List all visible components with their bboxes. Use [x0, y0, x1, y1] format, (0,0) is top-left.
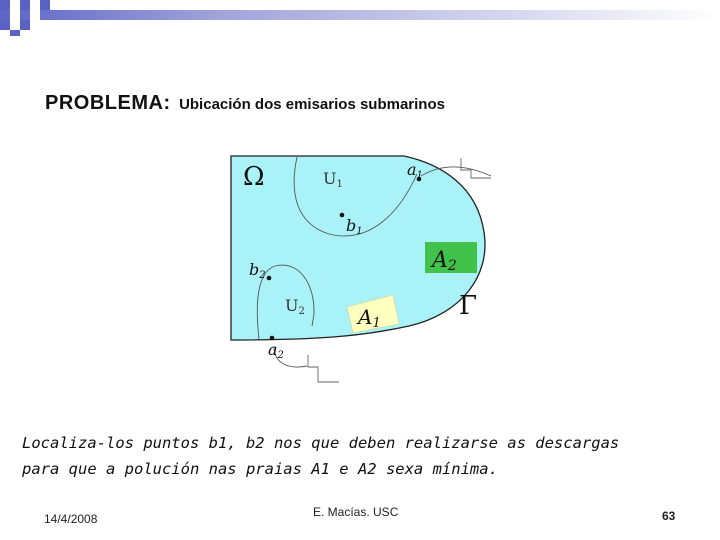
- a2-label: a2: [268, 340, 284, 361]
- u2-label: U2: [285, 296, 305, 317]
- u1-label: U1: [323, 169, 343, 190]
- slide-title: [45, 92, 445, 115]
- statement-line-2: para que a polución nas praias A1 e A2 sexa mínima.: [22, 460, 498, 478]
- title-main: PROBLEMA:: [45, 92, 171, 114]
- footer-date: 14/4/2008: [44, 512, 98, 526]
- gamma-label: Γ: [459, 291, 478, 321]
- b2-label: b2: [249, 260, 266, 281]
- title-sub: Ubicación dos emisarios submarinos: [179, 96, 445, 113]
- coast-diagram: [229, 154, 493, 384]
- omega-label: Ω: [243, 162, 265, 192]
- A2-label: A2: [432, 248, 457, 274]
- header-decoration: [0, 0, 720, 36]
- a1-label: a1: [407, 160, 423, 181]
- coast-diagram-svg: [229, 154, 493, 384]
- A1-label: A1: [358, 305, 381, 331]
- statement-line-1: Localiza-los puntos b1, b2 nos que deben realizarse as descargas: [22, 434, 620, 452]
- point-b2: [267, 276, 272, 281]
- b1-label: b1: [346, 216, 363, 237]
- footer-author: E. Macías. USC: [313, 505, 399, 519]
- page-number: 63: [662, 509, 676, 523]
- problem-statement: [22, 430, 712, 482]
- point-b1: [340, 213, 345, 218]
